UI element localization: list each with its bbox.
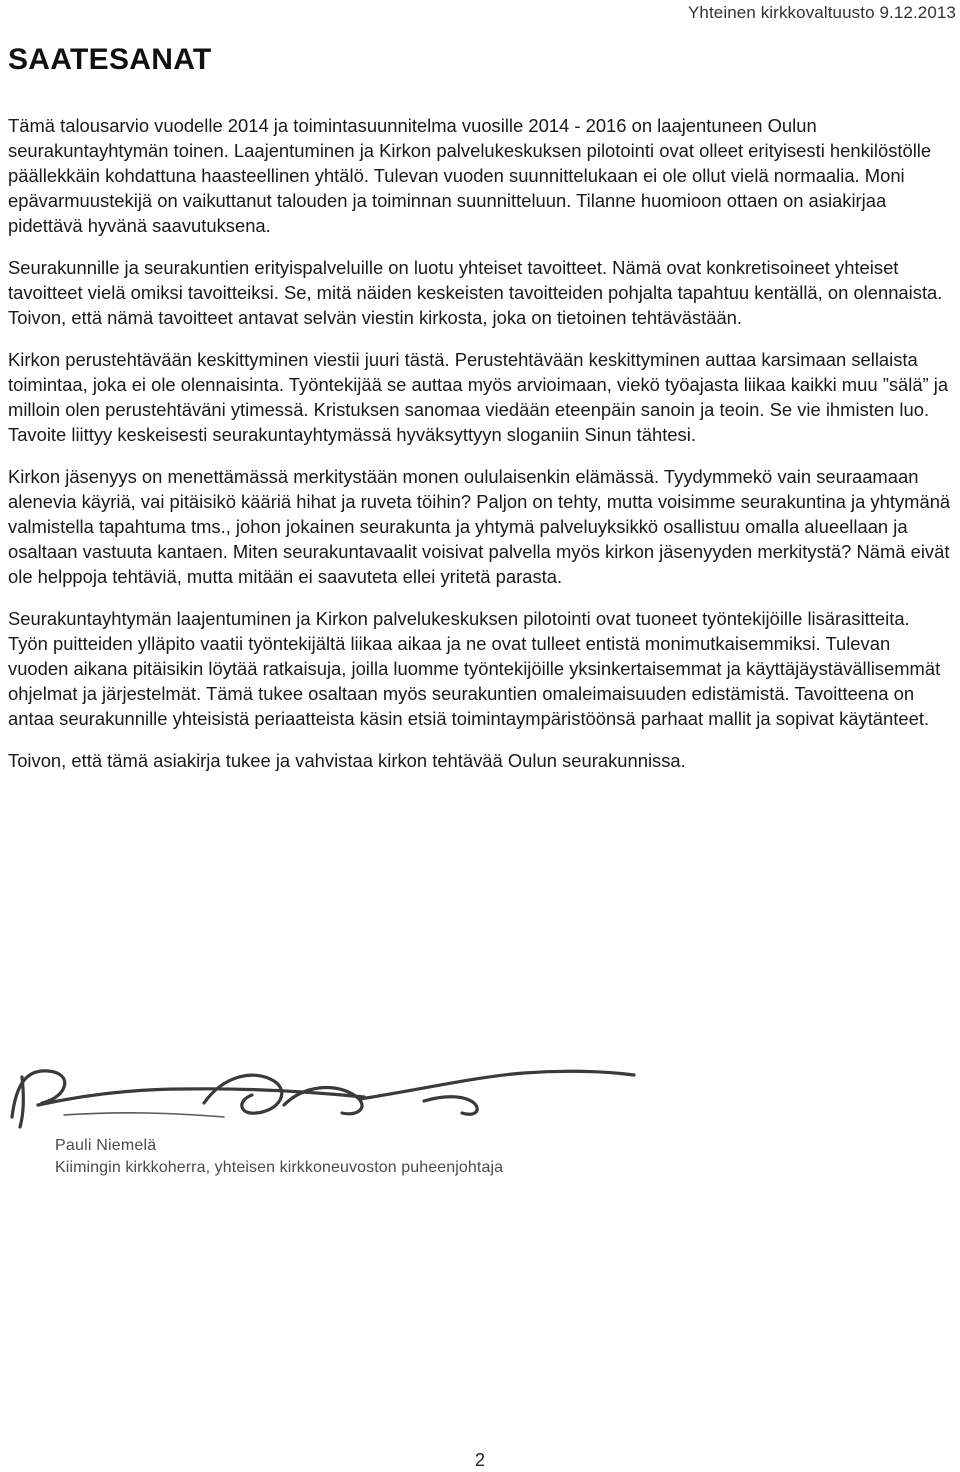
signatory-name: Pauli Niemelä: [55, 1137, 157, 1154]
handwritten-signature: [4, 1055, 644, 1135]
paragraph-5: Seurakuntayhtymän laajentuminen ja Kirkon palvelukeskuksen pilotointi ovat tuoneet työntekijöille lisärasitteita. Työn puitteiden ylläpito vaatii työntekijältä liikaa aikaa ja ne ovat tulleet entistä monimutkaisemmiksi. Tulevan vuoden aikana pitäisikin löytää ratkaisuja, joilla luomme työntekijöille yksinkertaisemmat ja käyttäjäystävällisemmät ohjelmat ja järjestelmät. Tämä tukee osaltaan myös seurakuntien omaleimaisuuden edistämistä. Tavoitteena on antaa seurakunnille yhteisistä periaatteista käsin etsiä toimintaympäristöönsä parhaat mallit ja sopivat käytänteet.: [8, 608, 941, 729]
paragraph-1: Tämä talousarvio vuodelle 2014 ja toimintasuunnitelma vuosille 2014 - 2016 on laajentuneen Oulun seurakuntayhtymän toinen. Laajentuminen ja Kirkon palvelukeskuksen pilotointi ovat olleet erityisesti henkilöstölle päällekkäin kohdattuna haasteellinen yhtälö. Tulevan vuoden suunnittelukaan ei ole ollut vielä normaalia. Moni epävarmuustekijä on vaikuttanut talouden ja toiminnan suunnitteluun. Tilanne huomioon ottaen on asiakirjaa pidettävä hyvänä saavutuksena.: [8, 115, 932, 236]
paragraph-4: Kirkon jäsenyys on menettämässä merkitystään monen oululaisenkin elämässä. Tyydymmekö vain seuraamaan alenevia käyriä, vai pitäisikö kääriä hihat ja ruveta töihin? Paljon on tehty, mutta voisimme seurakuntina ja yhtymänä valmistella tapahtuma tms., johon jokainen seurakunta ja yhtymä palveluyksikkö osallistuu omalla alueellaan ja osaltaan vastuuta kantaen. Miten seurakuntavaalit voisivat palvella myös kirkon jäsenyyden merkitystä? Nämä eivät ole helppoja tehtäviä, mutta mitään ei saavuteta ellei yritetä parasta.: [8, 466, 951, 587]
signatory-role: Kiimingin kirkkoherra, yhteisen kirkkoneuvoston puheenjohtaja: [55, 1159, 504, 1176]
paragraph-2: Seurakunnille ja seurakuntien erityispalveluille on luotu yhteiset tavoitteet. Nämä ovat konkretisoineet yhteiset tavoitteet vielä omiksi tavoitteiksi. Se, mitä näiden keskeisten tavoitteiden pohjalta tapahtuu kentällä, on olennaista. Toivon, että nämä tavoitteet antavat selvän viestin kirkosta, joka on tietoinen tehtävästään.: [8, 257, 943, 328]
page-title: SAATESANAT: [8, 43, 212, 76]
signature-block: [4, 1055, 644, 1255]
body-text: [8, 113, 952, 790]
paragraph-3: Kirkon perustehtävään keskittyminen viestii juuri tästä. Perustehtävään keskittyminen auttaa karsimaan sellaista toimintaa, joka ei ole olennaisinta. Työntekijää se auttaa myös arvioimaan, viekö työajasta liikaa kaikki muu ”sälä” ja milloin olen perustehtäväni ytimessä. Kristuksen sanomaa viedään eteenpäin sanoin ja teoin. Se vie ihmisten luo. Tavoite liittyy keskeisesti seurakuntayhtymässä hyväksyttyyn sloganiin Sinun tähtesi.: [8, 349, 949, 445]
paragraph-6: Toivon, että tämä asiakirja tukee ja vahvistaa kirkon tehtävää Oulun seurakunnissa.: [8, 750, 686, 771]
page-number: 2: [474, 1450, 485, 1470]
meeting-header: Yhteinen kirkkovaltuusto 9.12.2013: [687, 3, 956, 22]
